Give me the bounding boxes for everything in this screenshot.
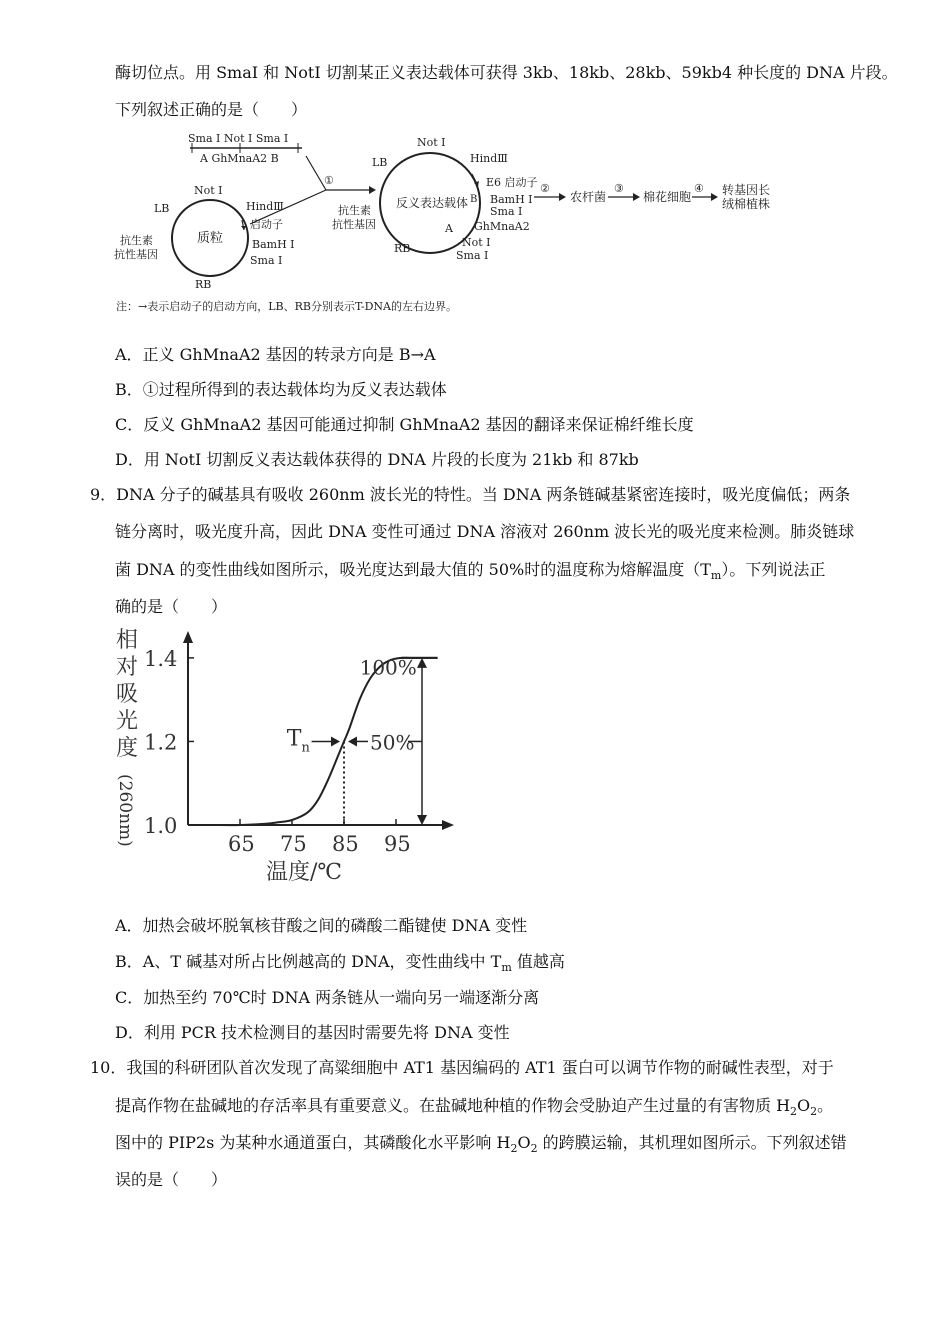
q8-intro-line2: 下列叙述正确的是（ ） — [115, 100, 308, 119]
plasmid-lb: LB — [154, 202, 170, 215]
vector-noti-top: Not I — [417, 136, 446, 149]
cotton-cell: 棉花细胞 — [643, 190, 692, 204]
vector-noti-bottom: Not I — [462, 236, 491, 249]
q9-stem-line4: 确的是（ ） — [115, 597, 228, 616]
vector-smai-b: Sma I — [490, 205, 523, 218]
arrow-50-head — [348, 736, 357, 746]
diagram-note: 注：→表示启动子的启动方向，LB、RB分别表示T-DNA的左右边界。 — [116, 300, 457, 313]
q10-stem-line2: 提高作物在盐碱地的存活率具有重要意义。在盐碱地种植的作物会受胁迫产生过量的有害物质 $H_2O_2$。 — [115, 1096, 834, 1119]
vector-construction-diagram — [110, 128, 830, 323]
plasmid-resist-1: 抗生素 — [120, 234, 153, 247]
dna-denaturation-chart — [110, 625, 470, 885]
q9-option-c: C．加热至约 70℃时 DNA 两条链从一端向另一端逐渐分离 — [115, 988, 540, 1007]
vector-hindiii: HindⅢ — [470, 152, 508, 165]
svg-text:相对吸光度: 相对吸光度 — [116, 628, 139, 761]
y-axis-title — [116, 628, 138, 761]
q10-stem-line4: 误的是（ ） — [115, 1170, 228, 1189]
x-tick-label: 75 — [280, 832, 307, 856]
range-arrow-bottom — [417, 815, 427, 825]
vector-e6-promoter: E6 启动子 — [486, 176, 538, 189]
vector-bamhi: BamH I — [490, 193, 533, 206]
plasmid-hindiii: HindⅢ — [246, 200, 284, 213]
y-axis-arrow — [183, 631, 193, 643]
y-tick-label: 1.0 — [144, 814, 178, 838]
plasmid-bamhi: BamH I — [252, 238, 295, 251]
vector-rb: RB — [394, 242, 411, 255]
plasmid-smai: Sma I — [250, 254, 283, 267]
plasmid-resist-2: 抗性基因 — [114, 248, 158, 261]
vector-smai-bottom: Sma I — [456, 249, 489, 262]
step-4: ④ — [694, 182, 704, 195]
tm-label: $T_n$ — [286, 726, 310, 756]
q8-option-c: C．反义 GhMnaA2 基因可能通过抑制 GhMnaA2 基因的翻译来保证棉纤维长度 — [115, 415, 694, 434]
q8-intro-line1: 酶切位点。用 SmaI 和 NotI 切割某正义表达载体可获得 3kb、18kb、28kb、59kb4 种长度的 DNA 片段。 — [115, 63, 898, 82]
x-axis-title: 温度/℃ — [266, 860, 343, 885]
vector-b: B — [470, 194, 478, 205]
q9-option-a: A．加热会破坏脱氧核苷酸之间的磷酸二酯键使 DNA 变性 — [115, 916, 528, 935]
top-segment-sites: Sma I Not I Sma I — [188, 132, 289, 145]
label-50-percent: 50% — [370, 730, 415, 755]
q9-stem-line3: 菌 DNA 的变性曲线如图所示，吸光度达到最大值的 50%时的温度称为熔解温度$(T_m)$。下列说法正 — [115, 560, 826, 583]
result-line1: 转基因长 — [722, 183, 771, 197]
q10-stem-line1: 10．我国的科研团队首次发现了高粱细胞中 AT1 基因编码的 AT1 蛋白可以调节作物的耐碱性表型，对于 — [90, 1058, 834, 1077]
result-line2: 绒棉植株 — [722, 197, 771, 211]
q8-option-b: B．①过程所得到的表达载体均为反义表达载体 — [115, 380, 447, 399]
q9-option-b: B．A、T 碱基对所占比例越高的 DNA，变性曲线中 $T_m$ 值越高 — [115, 952, 565, 975]
vector-gene: GhMnaA2 — [474, 220, 530, 233]
vector-lb: LB — [372, 156, 388, 169]
q9-option-d: D．利用 PCR 技术检测目的基因时需要先将 DNA 变性 — [115, 1023, 510, 1042]
y-axis-title-unit: (260nm) — [115, 774, 135, 847]
q9-stem-line2: 链分离时，吸光度升高，因此 DNA 变性可通过 DNA 溶液对 260nm 波长光的吸光度来检测。肺炎链球 — [115, 522, 855, 541]
y-tick-label: 1.2 — [144, 730, 178, 755]
q8-option-d: D．用 NotI 切割反义表达载体获得的 DNA 片段的长度为 21kb 和 87kb — [115, 450, 639, 469]
x-axis-arrow — [442, 820, 454, 830]
y-tick-label: 1.4 — [144, 646, 178, 671]
q8-option-a: A．正义 GhMnaA2 基因的转录方向是 B→A — [115, 345, 436, 364]
top-segment-gene: A GhMnaA2 B — [200, 152, 279, 165]
label-100-percent: 100% — [359, 655, 417, 680]
q10-stem-line3: 图中的 PIP2s 为某种水通道蛋白，其磷酸化水平影响 $H_2O_2$ 的跨膜运输，其机理如图所示。下列叙述错 — [115, 1133, 847, 1156]
vector-a: A — [445, 222, 453, 235]
vector-resist-2: 抗性基因 — [332, 218, 376, 231]
x-tick-label: 95 — [384, 832, 411, 856]
agrobacterium: 农杆菌 — [570, 190, 607, 204]
plasmid-promoter: 启动子 — [250, 218, 283, 231]
q9-stem-line1: 9．DNA 分子的碱基具有吸收 260nm 波长光的特性。当 DNA 两条链碱基紧密连接时，吸光度偏低；两条 — [90, 485, 851, 504]
vector-label: 反义表达载体 — [396, 196, 469, 210]
step-1: ① — [324, 174, 334, 187]
arrow-tm-head — [331, 736, 340, 746]
step-2: ② — [540, 182, 550, 195]
range-arrow-top — [417, 658, 427, 668]
vector-resist-1: 抗生素 — [338, 204, 371, 217]
x-tick-label: 65 — [228, 832, 255, 856]
x-tick-label: 85 — [332, 832, 359, 856]
plasmid-noti: Not I — [194, 184, 223, 197]
plasmid-rb: RB — [195, 278, 212, 291]
step-3: ③ — [614, 182, 624, 195]
plasmid-label: 质粒 — [197, 231, 224, 246]
